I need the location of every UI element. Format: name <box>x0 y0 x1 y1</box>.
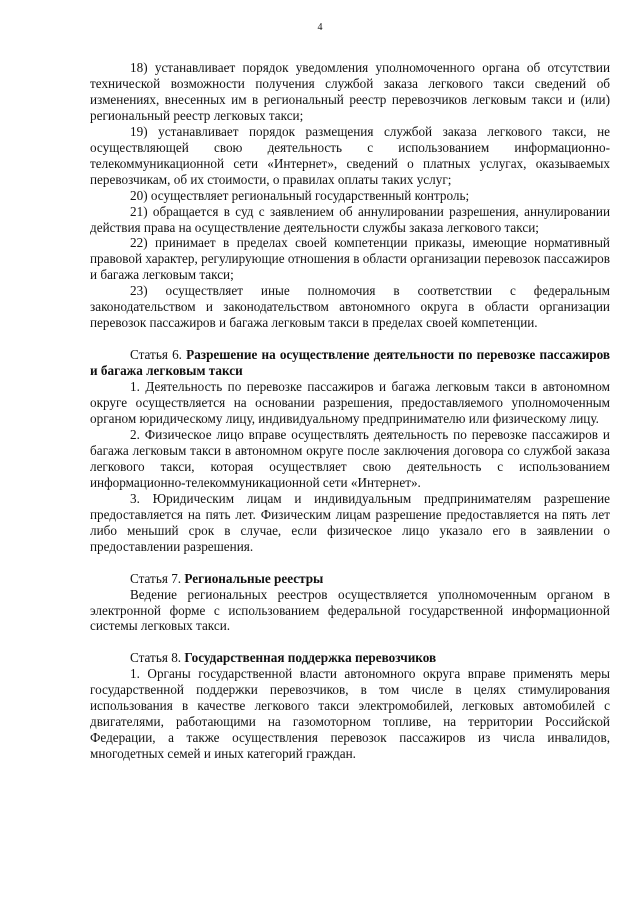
article-7-heading <box>90 571 610 587</box>
article-6-prefix: Статья 6. <box>130 347 187 363</box>
article-6-paragraph-2: 2. Физическое лицо вправе осуществлять деятельность по перевозке пассажиров и багажа легковым такси в автономном округе после заключения договора со службой заказа легкового такси, которая осуществляет свою деятельность с использованием информационно-телекоммуникационной сети «Интернет». <box>90 426 610 490</box>
list-item-22: 22) принимает в пределах своей компетенции приказы, имеющие нормативный правовой характер, регулирующие отношения в области организации перевозок пассажиров и багажа легковым такси; <box>90 235 610 283</box>
article-6-title: Разрешение на осуществление деятельности по перевозке пассажиров и багажа легковым такси <box>90 347 611 379</box>
article-8-paragraph-1: 1. Органы государственной власти автономного округа вправе применять меры государственной поддержки перевозчиков, в том числе в целях стимулирования использования в качестве легкового такси электромобилей, легковых автомобилей с двигателями, работающими на газомоторном топливе, на территории Российской Федерации, а также осуществления перевозок пассажиров из числа инвалидов, многодетных семей и иных категорий граждан. <box>90 666 610 762</box>
article-7-prefix: Статья 7. <box>130 570 185 586</box>
article-8-prefix: Статья 8. <box>130 650 185 666</box>
document-body <box>90 60 610 762</box>
article-6-heading <box>90 347 610 379</box>
article-6-paragraph-3: 3. Юридическим лицам и индивидуальным предпринимателям разрешение предоставляется на пять лет. Физическим лицам разрешение предоставляется на пять лет либо меньший срок в случае, если физическое лицо указало его в заявлении о предоставлении разрешения. <box>90 490 610 554</box>
list-item-21: 21) обращается в суд с заявлением об аннулировании разрешения, аннулировании действия права на осуществление деятельности службы заказа легкового такси; <box>90 203 610 235</box>
list-item-19: 19) устанавливает порядок размещения службой заказа легкового такси, не осуществляющей свою деятельность с использованием информационно-телекоммуникационной сети «Интернет», сведений о платных услугах, оказываемых перевозчикам, об их стоимости, о правилах оплаты таких услуг; <box>90 123 610 187</box>
list-item-23: 23) осуществляет иные полномочия в соответствии с федеральным законодательством и законодательством автономного округа в области организации перевозок пассажиров и багажа легковым такси в пределах своей компетенции. <box>90 283 610 331</box>
article-8-title: Государственная поддержка перевозчиков <box>184 650 437 666</box>
page-number: 4 <box>317 22 323 33</box>
article-7-title: Региональные реестры <box>184 570 324 586</box>
article-8-heading <box>90 650 610 666</box>
article-7-paragraph-1: Ведение региональных реестров осуществляется уполномоченным органом в электронной форме с использованием федеральной государственной информационной системы легковых такси. <box>90 586 610 634</box>
article-6-paragraph-1: 1. Деятельность по перевозке пассажиров и багажа легковым такси в автономном округе осуществляется на основании разрешения, предоставляемого уполномоченным органом юридическому лицу, индивидуальному предпринимателю или физическому лицу. <box>90 379 610 427</box>
list-item-20: 20) осуществляет региональный государственный контроль; <box>130 187 470 203</box>
list-item-18: 18) устанавливает порядок уведомления уполномоченного органа об отсутствии технической возможности получения службой заказа легкового такси сведений об изменениях, внесенных им в региональный реестр перевозчиков легковым такси и (или) региональный реестр легковых такси; <box>90 60 610 123</box>
